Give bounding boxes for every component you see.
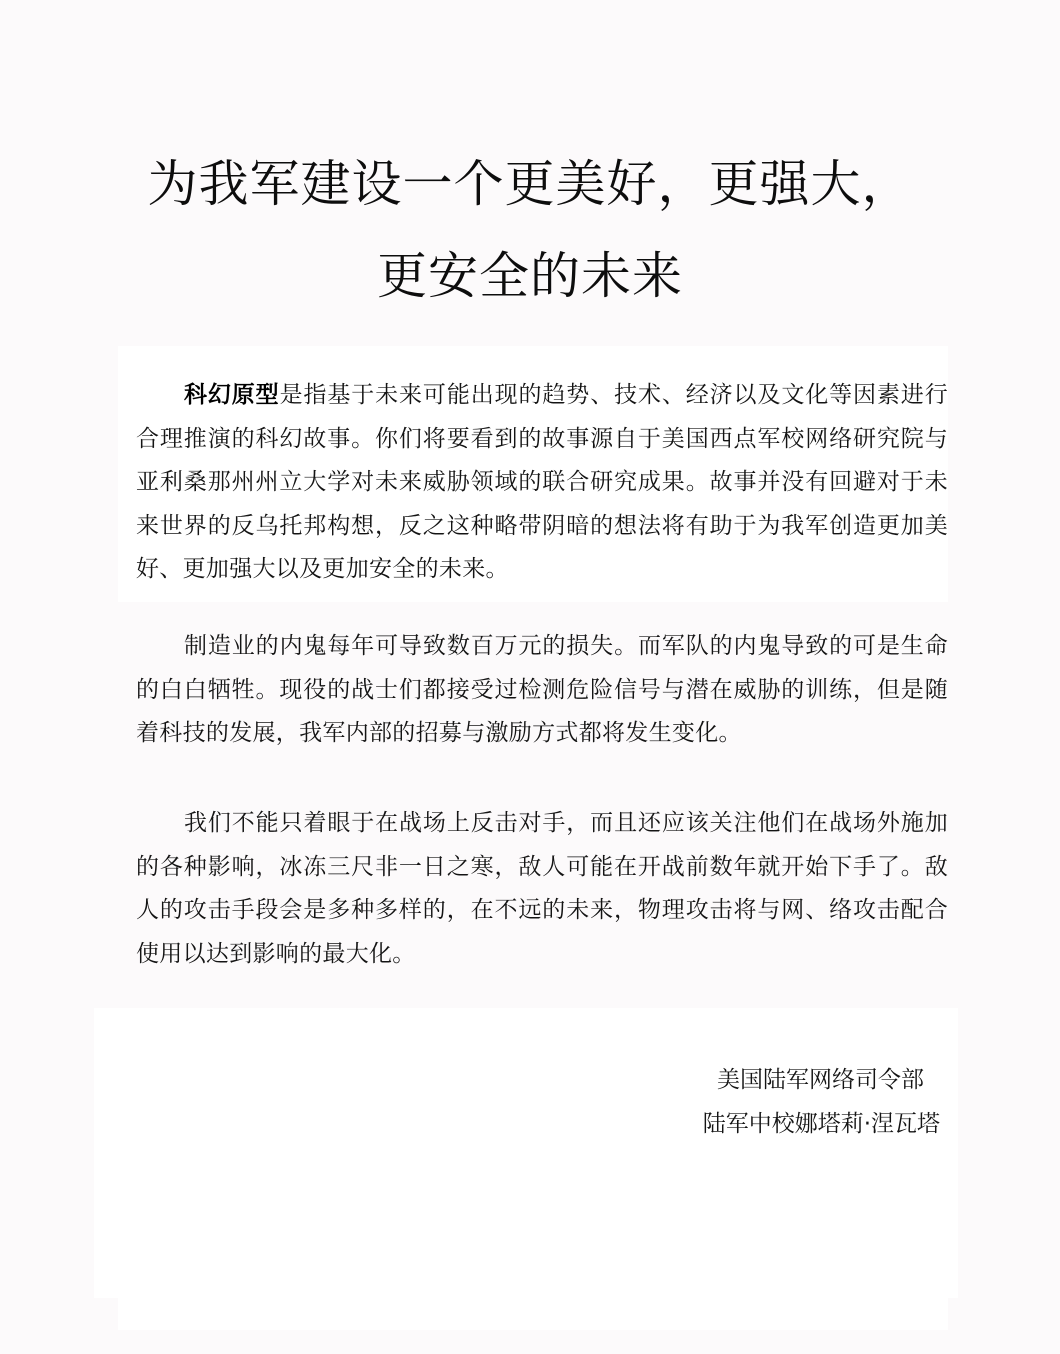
body-paragraph-enemy-influence: 我们不能只着眼于在战场上反击对手，而且还应该关注他们在战场外施加的各种影响，冰冻三尺非一日之寒，敌人可能在开战前数年就开始下手了。敌人的攻击手段会是多种多样的，在不远的未来，物理攻击将与网、络攻击配合使用以达到影响的最大化。: [136, 810, 948, 967]
intro-text: 是指基于未来可能出现的趋势、技术、经济以及文化等因素进行合理推演的科幻故事。你们将要看到的故事源自于美国西点军校网络研究院与亚利桑那州州立大学对未来威胁领域的联合研究成果。故事并没有回避对于未来世界的反乌托邦构想，反之这种略带阴暗的想法将有助于为我军创造更加美好、更加强大以及更加安全的未来。: [136, 382, 948, 582]
intro-bold-term: 科幻原型: [184, 382, 280, 408]
signature-panel-background-bottom: [118, 1290, 948, 1330]
signature-name: 陆军中校娜塔莉·涅瓦塔: [702, 1111, 940, 1137]
signature-block: [640, 1058, 940, 1146]
signature-organization: 美国陆军网络司令部: [717, 1067, 924, 1093]
page-title: [0, 138, 1060, 322]
title-line-1: 为我军建设一个更美好，更强大，: [147, 155, 913, 213]
body-paragraph-insider-threat: 制造业的内鬼每年可导致数百万元的损失。而军队的内鬼导致的可是生命的白白牺牲。现役的战士们都接受过检测危险信号与潜在威胁的训练，但是随着科技的发展，我军内部的招募与激励方式都将发生变化。: [136, 633, 948, 746]
title-line-2: 更安全的未来: [377, 247, 683, 305]
signature-panel-background: [94, 1008, 958, 1298]
intro-paragraph: [136, 374, 948, 592]
